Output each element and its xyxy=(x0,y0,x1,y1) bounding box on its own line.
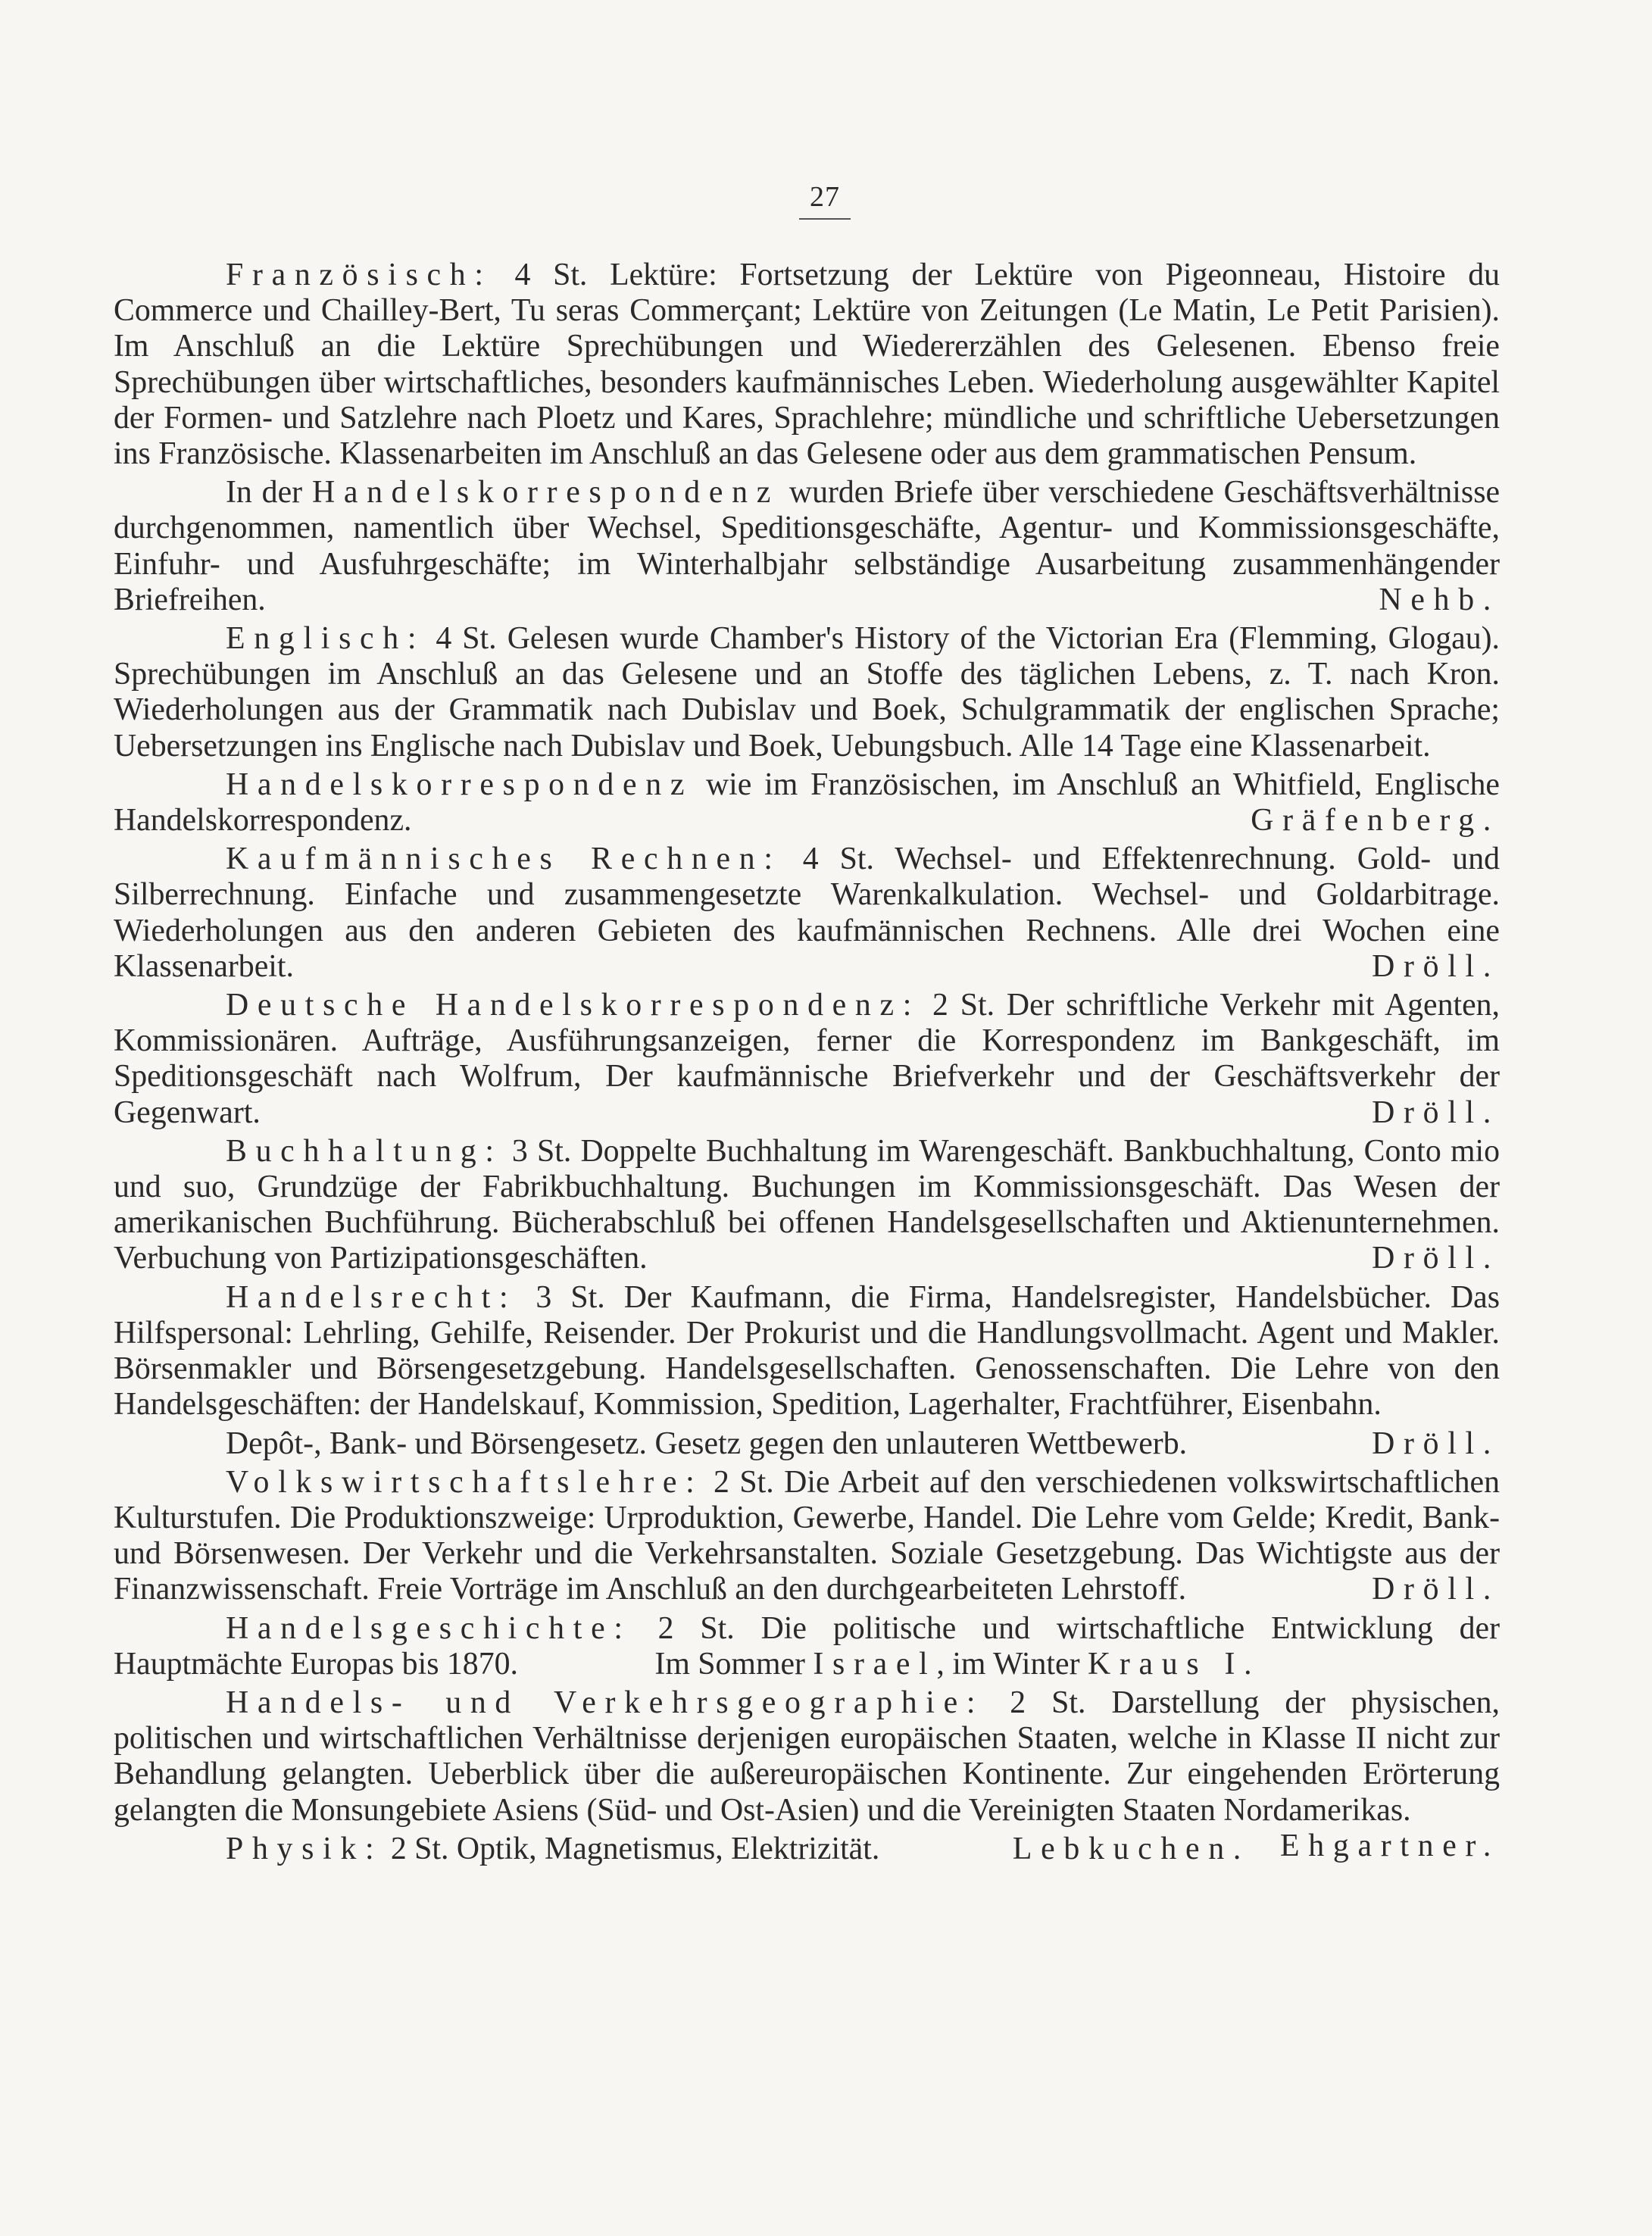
paragraph-text: wurden Briefe über verschiedene Geschäftsverhältnisse durchgenommen, namentlich über Wechsel, Speditionsgeschäfte, Agentur- und Kommissionsgeschäfte, Einfuhr- und Ausfuhrgeschäfte; im Winterhalbjahr selbständige Ausarbeitung zusammenhängender Briefreihen. xyxy=(114,475,1501,617)
subject-heading: Handelskorrespondenz xyxy=(226,767,694,802)
paragraph-text: 2 St. Die Arbeit auf den verschiedenen volkswirtschaftlichen Kulturstufen. Die Produktionszweige: Urproduktion, Gewerbe, Handel. Die Lehre vom Gelde; Kredit, Bank- und Börsenwesen. Der Verkehr und die Verkehrsanstalten. Soziale Gesetzgebung. Das Wichtigste aus der Finanzwissenschaft. Freie Vorträge im Anschluß an den durchgearbeiteten Lehrstoff. xyxy=(114,1464,1500,1607)
paragraph-text: 2 St. Die politische und wirtschaftliche Entwicklung der Hauptmächte Europas bis 1870. xyxy=(114,1610,1501,1682)
paragraph-text: 2 St. Darstellung der physischen, politischen und wirtschaftlichen Verhältnisse derjenigen europäischen Staaten, welche in Klasse II nicht zur Behandlung gelangten. Ueberblick über die außereuropäischen Kontinente. Zur eingehenden Erörterung gelangten die Monsungebiete Asiens (Süd- und Ost-Asien) und die Vereinigten Staaten Nordamerikas. xyxy=(114,1685,1500,1828)
paragraph-volkswirtschaftslehre xyxy=(114,1465,1500,1608)
paragraph-deutsche-handelskorrespondenz xyxy=(114,988,1500,1131)
paragraph-text: 2 St. Der schriftliche Verkehr mit Agenten, Kommissionären. Aufträge, Ausführungsanzeigen, ferner die Korrespondenz im Bankgeschäft, im Speditionsgeschäft nach Wolfrum, Der kaufmännische Briefverkehr und der Geschäftsverkehr der Gegenwart. xyxy=(114,988,1500,1130)
paragraph-prefix: In der xyxy=(226,475,303,511)
paragraph-text: 4 St. Lektüre: Fortsetzung der Lektüre von Pigeonneau, Histoire du Commerce und Chailley-Bert, Tu seras Commerçant; Lektüre von Zeitungen (Le Matin, Le Petit Parisien). Im Anschluß an die Lektüre Sprechübungen und Wiedererzählen des Gelesenen. Ebenso freie Sprechübungen über wirtschaftliches, besonders kaufmännisches Leben. Wiederholung ausgewählter Kapitel der Formen- und Satzlehre nach Ploetz und Kares, Sprachlehre; mündliche und schriftliche Uebersetzungen ins Französische. Klassenarbeiten im Anschluß an das Gelesene oder aus dem grammatischen Pensum. xyxy=(114,258,1501,472)
subject-heading: Handelsgeschichte: xyxy=(226,1610,632,1646)
body-text xyxy=(114,258,1500,1870)
paragraph-handelskorrespondenz-en xyxy=(114,767,1500,838)
teacher-signature: Dröll. xyxy=(1372,1426,1500,1461)
teacher-signature: Dröll. xyxy=(1372,948,1500,984)
teacher-signature: Nehb. xyxy=(1379,582,1500,617)
subject-heading: Physik: xyxy=(226,1831,383,1866)
subject-heading: Kaufmännisches Rechnen: xyxy=(226,842,782,877)
teacher-signature: Ehgartner. xyxy=(1280,1828,1500,1863)
teacher-signature: Dröll. xyxy=(1372,1095,1500,1130)
subject-heading: Volkswirtschaftslehre: xyxy=(226,1464,704,1500)
teacher-signature: Dröll. xyxy=(1372,1241,1500,1276)
paragraph-text: 2 St. Optik, Magnetismus, Elektrizität. xyxy=(390,1831,880,1866)
teacher-signature: Lebkuchen. xyxy=(1012,1831,1251,1866)
subject-heading: Handelsrecht: xyxy=(226,1279,517,1315)
paragraph-text: wie im Französischen, im Anschluß an Whitfield, Englische Handelskorrespondenz. xyxy=(114,767,1500,838)
paragraph-text: Depôt-, Bank- und Börsengesetz. Gesetz gegen den unlauteren Wettbewerb. xyxy=(226,1426,1188,1461)
teacher-name-summer: Israel xyxy=(813,1646,937,1682)
paragraph-handelsrecht xyxy=(114,1280,1500,1423)
paragraph-kaufmaennisches-rechnen xyxy=(114,842,1500,985)
paragraph-handelsgeschichte xyxy=(114,1611,1500,1682)
paragraph-text: 4 St. Gelesen wurde Chamber's History of the Victorian Era (Flemming, Glogau). Sprechübungen im Anschluß an das Gelesene und an Stoffe des täglichen Lebens, z. T. nach Kron. Wiederholungen aus der Grammatik nach Dubislav und Boek, Schulgrammatik der englischen Sprache; Uebersetzungen ins Englische nach Dubislav und Boek, Uebungsbuch. Alle 14 Tage eine Klassenarbeit. xyxy=(114,621,1501,764)
summer-winter-teachers xyxy=(654,1647,1260,1682)
subject-heading: Französisch: xyxy=(226,258,492,292)
subject-heading: Deutsche Handelskorrespondenz: xyxy=(226,988,921,1023)
subject-heading: Buchhaltung: xyxy=(226,1133,503,1169)
summer-label: Im Sommer xyxy=(654,1646,805,1682)
paragraph-text: 3 St. Doppelte Buchhaltung im Warengeschäft. Bankbuchhaltung, Conto mio und suo, Grundzüge der Fabrikbuchhaltung. Buchungen im Kommissionsgeschäft. Das Wesen der amerikanischen Buchführung. Bücherabschluß bei offenen Handelsgesellschaften und Aktienunternehmen. Verbuchung von Partizipationsgeschäften. xyxy=(114,1133,1500,1276)
winter-label: , im Winter xyxy=(936,1646,1080,1682)
teacher-name-winter: Kraus I. xyxy=(1087,1646,1261,1682)
paragraph-englisch xyxy=(114,621,1500,764)
paragraph-handelsrecht-cont xyxy=(114,1426,1500,1462)
teacher-signature: Dröll. xyxy=(1372,1572,1500,1607)
page-number: 27 xyxy=(799,180,851,220)
teacher-signature: Gräfenberg. xyxy=(1251,803,1500,838)
subject-heading: Englisch: xyxy=(226,621,426,657)
paragraph-franzoesisch xyxy=(114,258,1500,472)
paragraph-handelskorrespondenz-fr xyxy=(114,475,1500,618)
paragraph-text: 4 St. Wechsel- und Effektenrechnung. Gold- und Silberrechnung. Einfache und zusammengesetzte Warenkalkulation. Wechsel- und Goldarbitrage. Wiederholungen aus den anderen Gebieten des kaufmännischen Rechnens. Alle drei Wochen eine Klassenarbeit. xyxy=(114,842,1500,984)
paragraph-text: 3 St. Der Kaufmann, die Firma, Handelsregister, Handelsbücher. Das Hilfspersonal: Lehrling, Gehilfe, Reisender. Der Prokurist und die Handlungsvollmacht. Agent und Makler. Börsenmakler und Börsengesetzgebung. Handelsgesellschaften. Genossenschaften. Die Lehre von den Handelsgeschäften: der Handelskauf, Kommission, Spedition, Lagerhalter, Frachtführer, Eisenbahn. xyxy=(114,1279,1500,1422)
subject-heading: Handelskorrespondenz xyxy=(311,475,780,511)
paragraph-buchhaltung xyxy=(114,1134,1500,1277)
subject-heading: Handels- und Verkehrsgeographie: xyxy=(226,1685,985,1720)
